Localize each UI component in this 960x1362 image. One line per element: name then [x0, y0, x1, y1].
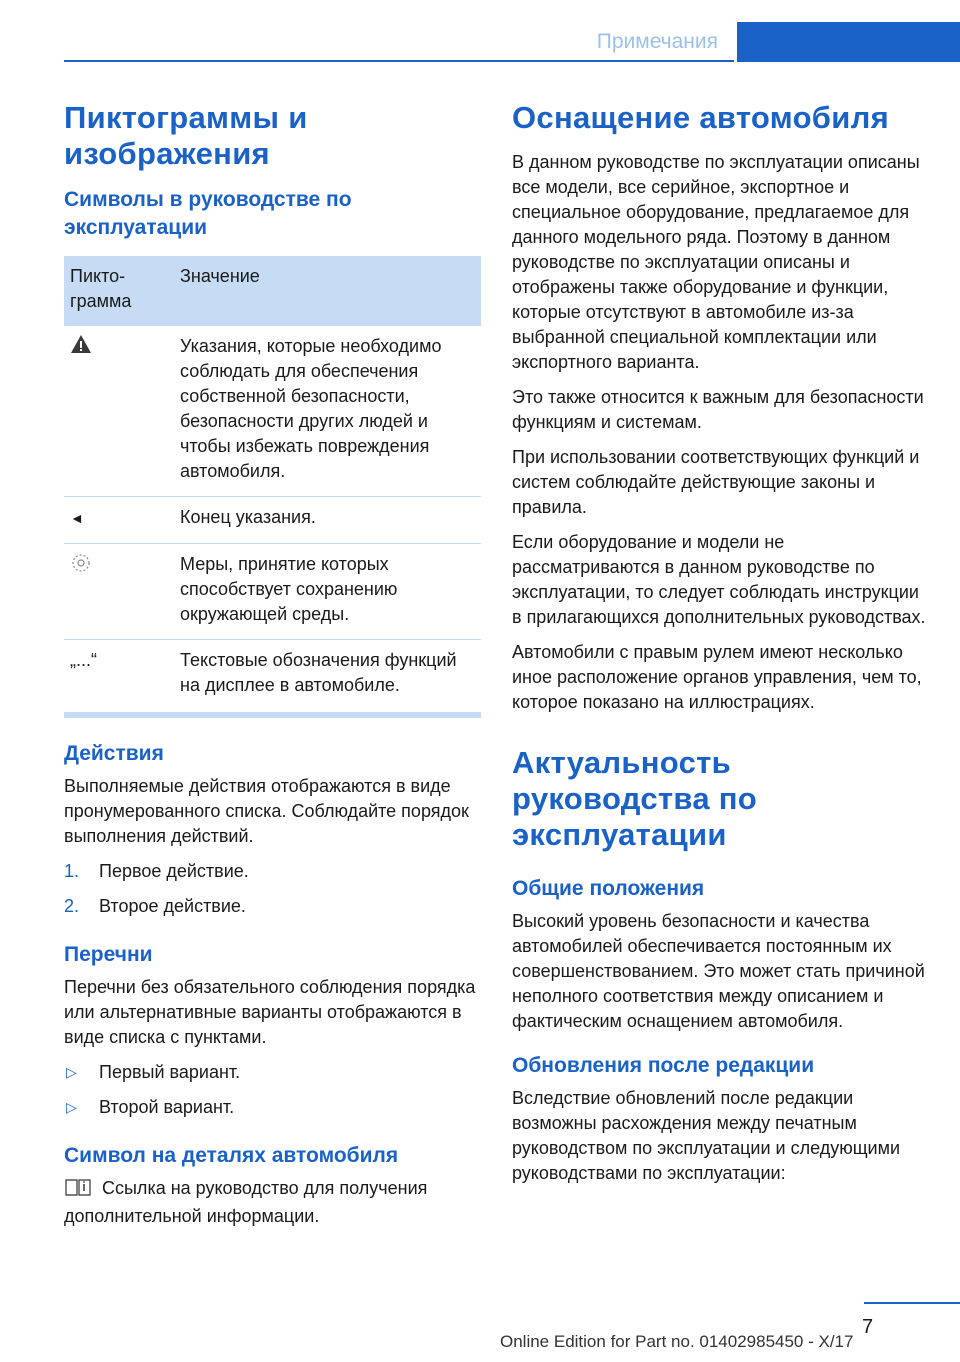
equipment-paragraph: Если оборудование и модели не рассматриваются в данном руководстве по эксплуатации, то следует соблюдать инструкции в прилагающихся дополнительных руководствах.: [512, 532, 926, 627]
page-number: 7: [862, 1316, 874, 1338]
equipment-paragraph: В данном руководстве по эксплуатации описаны все модели, все серийное, экспортное и специальное оборудование, предлагаемое для данного модельного ряда. Поэтому в данном руководстве по эксплуатации описаны и отображены также оборудование и функции, которые отсутствуют в автомобиле из-за выбранной специальной комплектации или экспортного варианта.: [512, 152, 920, 372]
row-text: Меры, принятие которых способствует сохранению окружающей среды.: [174, 544, 481, 640]
warning-triangle-icon: [70, 338, 92, 358]
section-title: Примечания: [596, 30, 718, 53]
quotes-symbol: „...“: [64, 640, 174, 716]
symbols-table: [64, 256, 481, 718]
table-row: [64, 640, 481, 716]
list-item: [64, 1060, 481, 1085]
equipment-paragraph: Это также относится к важным для безопасности функциям и системам.: [512, 387, 924, 432]
symbols-heading: Символы в руководстве по эксплуатации: [64, 188, 352, 239]
equipment-paragraph: При использовании соответствующих функций и систем соблюдайте действующие законы и правила.: [512, 447, 920, 517]
right-column: [512, 100, 927, 1196]
header-rule: [64, 60, 734, 62]
step-text: Второе действие.: [99, 896, 246, 916]
bullet-triangle-icon: ▷: [66, 1099, 77, 1115]
row-text: Конец указания.: [174, 497, 481, 544]
col-meaning: Значение: [174, 256, 481, 326]
table-row: [64, 497, 481, 544]
footer-rule: [864, 1302, 960, 1304]
updates-heading: Обновления после редакции: [512, 1054, 815, 1077]
environment-icon: [70, 558, 92, 578]
part-symbol-text: Ссылка на руководство для получения дополнительной информации.: [64, 1178, 428, 1226]
part-symbol-heading: Символ на деталях автомобиля: [64, 1144, 399, 1167]
end-triangle-icon: ◄: [70, 510, 84, 526]
step-number: 2.: [64, 896, 80, 916]
table-row: [64, 544, 481, 640]
row-text: Текстовые обозначения функций на дисплее в автомобиле.: [174, 640, 481, 716]
edition-footer: Online Edition for Part no. 01402985450 - X/17: [500, 1332, 854, 1351]
options-list: [64, 1060, 481, 1120]
table-row: [64, 326, 481, 497]
equipment-paragraph: Автомобили с правым рулем имеют несколько иное расположение органов управления, чем то, которое показано на иллюстрациях.: [512, 642, 922, 712]
list-item: [64, 1095, 481, 1120]
general-heading: Общие положения: [512, 877, 705, 900]
row-text: Указания, которые необходимо соблюдать для обеспечения собственной безопасности, безопасности других людей и чтобы избежать повреждения автомобиля.: [174, 326, 481, 497]
actions-text: Выполняемые действия отображаются в виде пронумерованного списка. Соблюдайте порядок выполнения действий.: [64, 776, 469, 846]
col-pictogram: Пикто-грамма: [64, 256, 174, 326]
table-header-row: [64, 256, 481, 326]
relevance-title: Актуальность руководства по эксплуатации: [512, 745, 758, 852]
bullet-triangle-icon: ▷: [66, 1064, 77, 1080]
actions-heading: Действия: [64, 742, 164, 765]
equipment-title: Оснащение автомобиля: [512, 100, 889, 135]
list-item: [64, 859, 481, 884]
actions-list: [64, 859, 481, 919]
left-column: [64, 100, 481, 1239]
updates-text: Вследствие обновлений после редакции возможны расхождения между печатным руководством по эксплуатации и следующими руководствами по эксплуатации:: [512, 1088, 900, 1183]
step-number: 1.: [64, 861, 80, 881]
header-tab: [737, 22, 960, 62]
book-icon: [64, 1177, 92, 1204]
option-text: Первый вариант.: [99, 1062, 241, 1082]
step-text: Первое действие.: [99, 861, 249, 881]
option-text: Второй вариант.: [99, 1097, 235, 1117]
list-item: [64, 894, 481, 919]
lists-text: Перечни без обязательного соблюдения порядка или альтернативные варианты отображаются в виде списка с пунктами.: [64, 977, 476, 1047]
part-symbol-paragraph: [64, 1176, 481, 1229]
lists-heading: Перечни: [64, 943, 153, 966]
pictograms-title: Пиктограммы и изображения: [64, 100, 308, 171]
general-text: Высокий уровень безопасности и качества автомобилей обеспечивается постоянным их совершенствованием. Это может стать причиной неполного соответствия между описанием и фактическим оснащением автомобиля.: [512, 911, 925, 1031]
